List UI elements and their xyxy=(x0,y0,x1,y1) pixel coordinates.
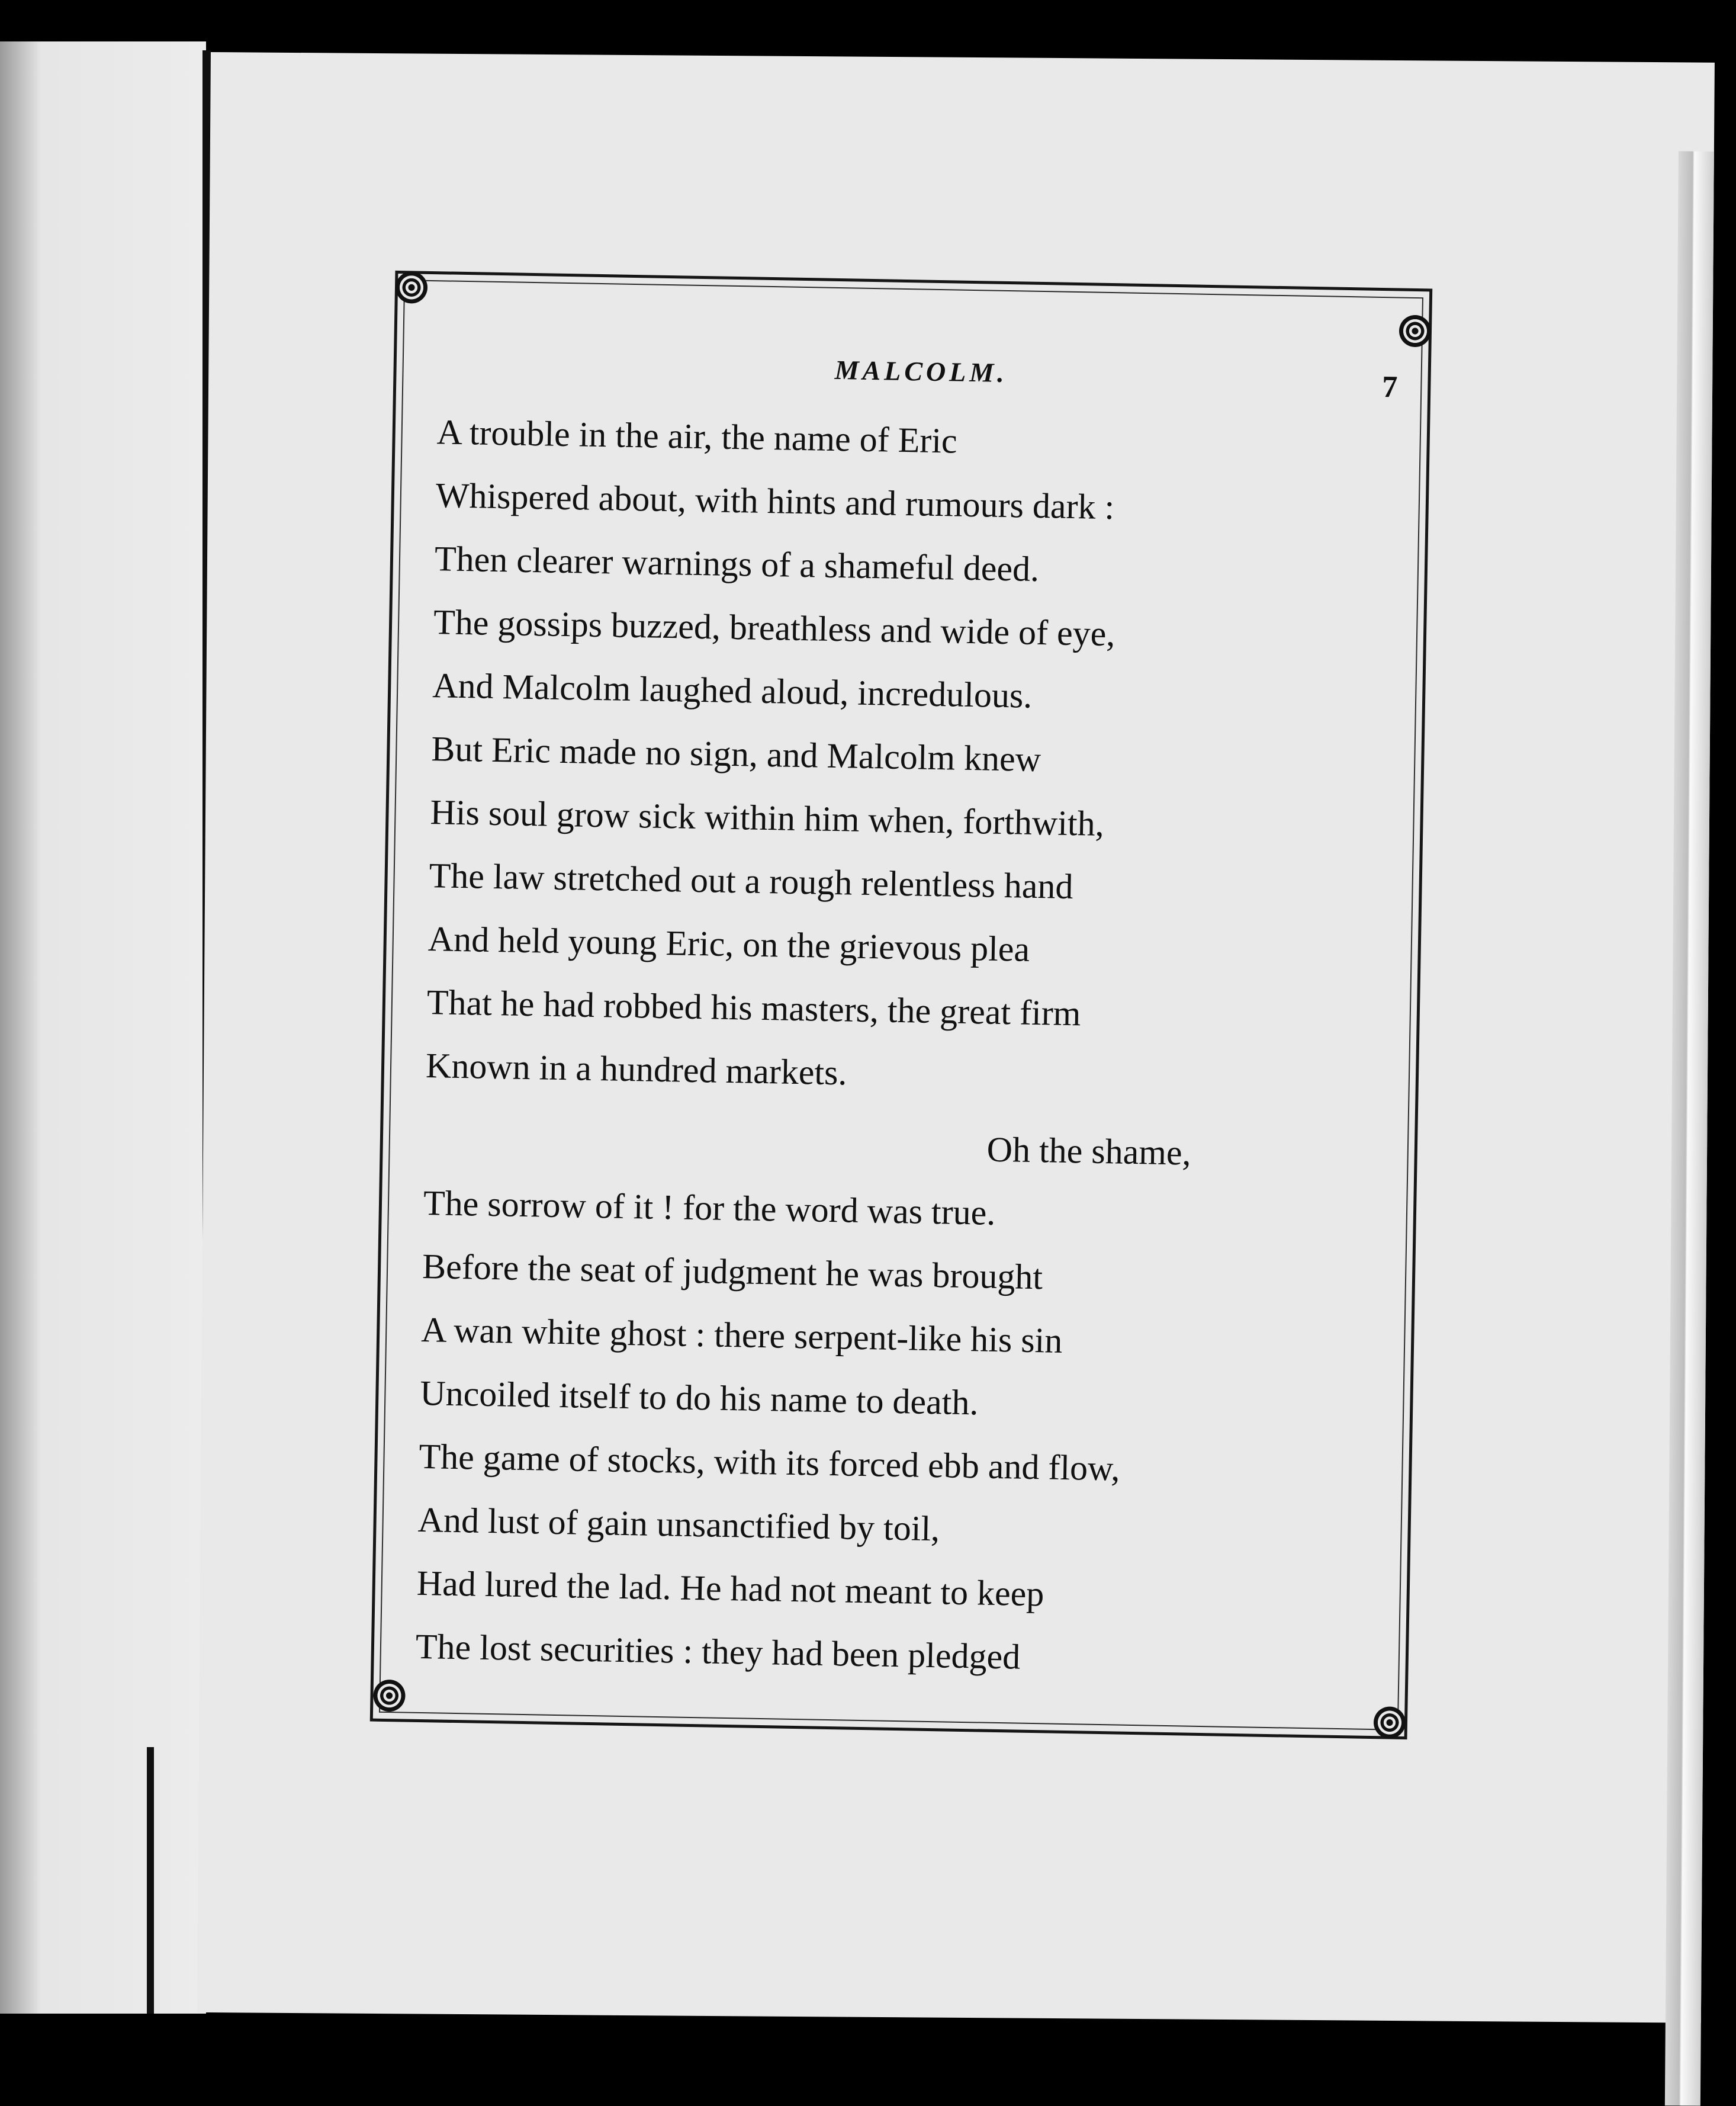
rosette-ornament-icon xyxy=(396,271,428,304)
verse-line: The gossips buzzed, breathless and wide of eye, xyxy=(433,602,1115,654)
page-content xyxy=(355,334,1445,1744)
verse-line: Had lured the lad. He had not meant to keep xyxy=(416,1563,1044,1614)
book-gutter-shadow xyxy=(147,1747,154,2014)
verse-line: The sorrow of it ! for the word was true. xyxy=(423,1183,996,1232)
verse-line: A wan white ghost : there serpent-like his sin xyxy=(420,1309,1063,1360)
poem-verse xyxy=(415,400,1414,1695)
verse-line: A trouble in the air, the name of Eric xyxy=(436,412,958,461)
verse-line: But Eric made no sign, and Malcolm knew xyxy=(430,729,1041,779)
page-edge xyxy=(1665,151,1714,2105)
verse-line: Whispered about, with hints and rumours dark : xyxy=(435,476,1115,527)
verse-line: Then clearer warnings of a shameful deed. xyxy=(434,539,1040,589)
verse-line-indented: Oh the shame, xyxy=(986,1129,1192,1173)
verse-line: And lust of gain unsanctified by toil, xyxy=(417,1500,940,1549)
verse-line: And Malcolm laughed aloud, incredulous. xyxy=(432,666,1033,715)
rosette-ornament-icon xyxy=(1399,315,1432,348)
verse-line: His soul grow sick within him when, forthwith, xyxy=(430,792,1105,843)
verse-line: The game of stocks, with its forced ebb and flow, xyxy=(419,1436,1121,1488)
running-head: MALCOLM. xyxy=(834,354,1008,388)
page-number: 7 xyxy=(1381,370,1398,404)
verse-line: Uncoiled itself to do his name to death. xyxy=(419,1373,979,1423)
verse-line: Known in a hundred markets. xyxy=(425,1046,848,1093)
verse-line: Before the seat of judgment he was brought xyxy=(422,1246,1043,1297)
facing-page xyxy=(0,41,206,2014)
verse-line: That he had robbed his masters, the great firm xyxy=(426,983,1082,1033)
verse-line: The lost securities : they had been pledged xyxy=(415,1626,1021,1677)
verse-line: And held young Eric, on the grievous plea xyxy=(427,919,1030,969)
verse-line: The law stretched out a rough relentless hand xyxy=(429,856,1074,907)
